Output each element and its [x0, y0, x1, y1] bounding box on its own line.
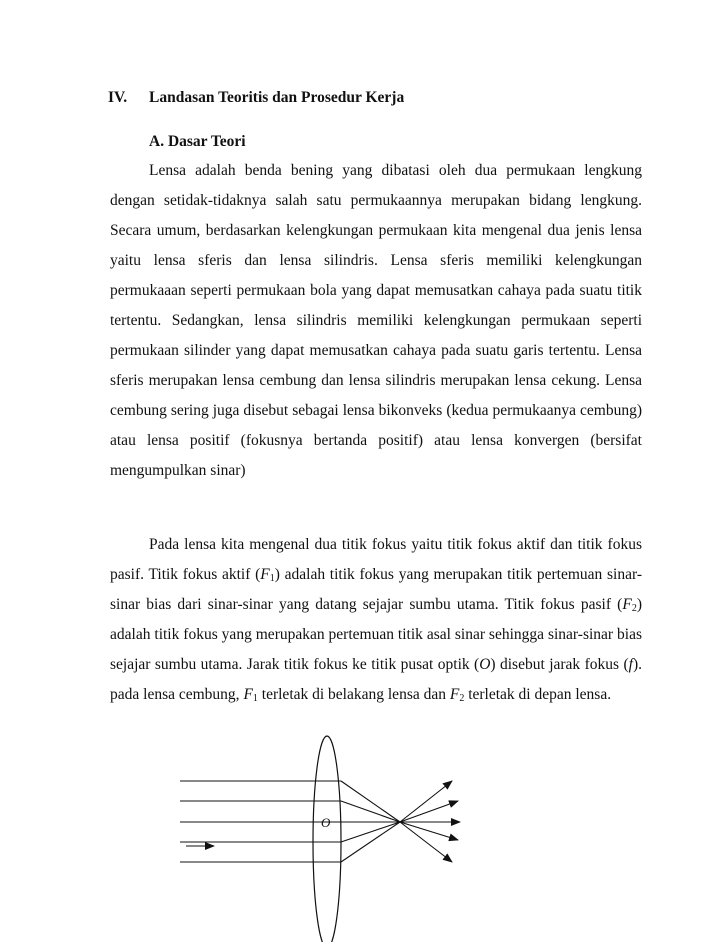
diverging-ray — [400, 822, 452, 862]
optical-center-label: O — [321, 815, 331, 830]
symbol-f1: F — [260, 566, 270, 583]
diverging-ray — [400, 822, 458, 840]
section-title: Landasan Teoritis dan Prosedur Kerja — [149, 89, 405, 106]
refracted-ray — [341, 801, 400, 822]
incident-rays — [180, 781, 341, 862]
symbol-o: O — [479, 656, 491, 673]
refracted-rays — [341, 781, 400, 862]
refracted-ray — [341, 822, 400, 842]
convex-lens-diagram — [0, 730, 728, 942]
paragraph-lens-definition: Lensa adalah benda bening yang dibatasi oleh dua permukaan lengkung dengan setidak-tidaknya salah satu permukaannya merupakan bidang lengkung. Secara umum, berdasarkan kelengkungan permukaan kita mengenal dua jenis lensa yaitu lensa sferis dan lensa silindris. Lensa sferis memiliki kelengkungan permukaaan seperti permukaan bola yang dapat memusatkan cahaya pada suatu titik tertentu. Sedangkan, lensa silindris memiliki kelengkungan permukaan seperti permukaan silinder yang dapat memusatkan cahaya pada suatu garis tertentu. Lensa sferis merupakan lensa cembung dan lensa silindris merupakan lensa cekung. Lensa cembung sering juga disebut sebagai lensa bikonveks (kedua permukaanya cembung) atau lensa positif (fokusnya bertanda positif) atau lensa konvergen (bersifat mengumpulkan sinar) — [110, 162, 642, 479]
subsection-title: A. Dasar Teori — [149, 133, 246, 150]
symbol-f2: F — [622, 596, 632, 613]
symbol-f2: F — [449, 686, 460, 703]
convex-lens — [313, 736, 341, 942]
symbol-f: f — [628, 656, 633, 673]
refracted-ray — [341, 822, 400, 862]
symbol-f1: F — [243, 686, 253, 703]
diverging-rays — [400, 781, 460, 862]
refracted-ray — [341, 781, 400, 822]
paragraph-focal-points: Pada lensa kita mengenal dua titik fokus yaitu titik fokus aktif dan titik fokus pasif. Titik fokus aktif $(F_1)$ adalah titik fokus yang merupakan titik pertemuan sinar-sinar bias dari sinar-sinar yang datang sejajar sumbu utama. Titik fokus pasif $(F_2)$ adalah titik fokus yang merupakan pertemuan titik asal sinar sehingga sinar-sinar bias sejajar sumbu utama. Jarak titik fokus ke titik pusat optik (O) disebut jarak fokus (f). pada lensa cembung, $F_1$ terletak di belakang lensa dan $F_2$ terletak di depan lensa. — [110, 536, 642, 704]
lens-ray-diagram — [0, 730, 728, 942]
section-number: IV. — [108, 89, 128, 106]
diverging-ray — [400, 801, 458, 822]
diverging-ray — [400, 781, 452, 822]
